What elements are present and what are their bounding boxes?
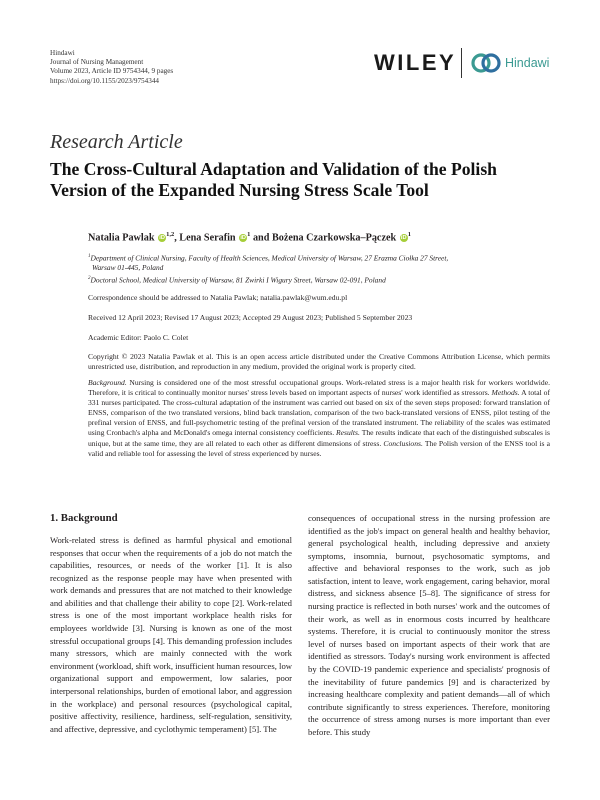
abstract-label-background: Background. (88, 378, 127, 387)
body-column-right: consequences of occupational stress in the nursing profession are identified as the job's impact on general health and healthy behavior, general psychological health, including depressive and anxiety symptoms, insomnia, burnout, psychosomatic symptoms, and affective and behavioral responses to the work, such as job satisfaction, intent to leave, work engagement, caring behavior, moral distress, and sickness absence [5–8]. The significance of stress for nursing practice is reflected in both nurses' work and the outcomes of their work, as well as in enormous costs incurred by healthcare systems. Therefore, it is crucial to continuously monitor the stress level of nurses based on important aspects of their work that are identified as stressors. Today's nursing work environment is affected by the COVID-19 pandemic experience and specialists' prognosis of the inevitability of future pandemics [9] and is characterized by increasing healthcare complexity and patient demands—all of which contribute significantly to stress experiences. Therefore, monitoring the occurrence of stress among nurses is more important than ever before. This study (308, 513, 550, 737)
affiliation-number: 1 (88, 254, 91, 259)
correspondence: Correspondence should be addressed to Natalia Pawlak; natalia.pawlak@wum.edu.pl (88, 293, 348, 302)
orcid-icon[interactable]: iD (159, 235, 165, 242)
affiliation-number: 2 (88, 276, 91, 281)
affiliation-text: Department of Clinical Nursing, Faculty of Health Sciences, Medical University of Warsaw, 27 Erazma Ciołka 27 Street, (90, 253, 449, 263)
author-name: Natalia Pawlak (88, 232, 155, 244)
affiliation-text-cont: Warsaw 01-445, Poland (92, 262, 164, 272)
abstract-methods: A total of 331 nurses participated. The cross-cultural adaptation of the instrument was carried out based on six of the seven steps proposed: forward translation of ENSS, comparison of the two translated versions, blind back translation, comparison of the two back-translated versions of ENSS, pilot testing of the prefinal version of ENSS, and full-psychometric testing of the prefinal version of the translated instrument. The reliability of the scales was estimated using Cronbach's alpha and McDonald's omega internal consistency coefficients. (88, 388, 550, 438)
publisher-name: Hindawi (50, 49, 75, 57)
journal-metadata (50, 49, 173, 86)
orcid-icon[interactable]: iD (400, 235, 407, 242)
volume-line: Volume 2023, Article ID 9754344, 9 pages (50, 67, 174, 76)
body-column-left: Work-related stress is defined as harmful physical and emotional responses that occur when the requirements of a job do not match the capabilities, resources, or needs of the worker [1]. It is also recognized as the response people may have when presented with work demands and pressures that are not matched to their knowledge and abilities and that challenge their ability to cope [2]. Work-related stress is one of the most important workplace health risks for employees worldwide [3]. Nursing is known as one of the most stressful occupational groups [4]. This demanding profession includes many stressors, which are mainly connected with the work environment (workload, shift work, insufficient human resources, low organizational support and empowerment, low salaries, poor interpersonal relationships, burden of emotional labor, and aggression in the workplace) and personal resources (psychological capital, positive affectivity, resilience, hardiness, self-regulation, sensitivity, and affective, depressive, and cyclothymic temperament) [5]. The (50, 535, 292, 734)
publication-dates: Received 12 April 2023; Revised 17 August 2023; Accepted 29 August 2023; Published 5 September 2023 (88, 313, 413, 322)
article-title: The Cross-Cultural Adaptation and Validation of the Polish Version of the Expanded Nursing Stress Scale Tool (50, 159, 497, 200)
hindawi-logo-text: Hindawi (505, 56, 550, 70)
author-conjunction: and (252, 232, 270, 244)
abstract-label-methods: Methods. (491, 388, 520, 398)
hindawi-logo-icon (470, 52, 502, 74)
abstract-label-conclusions: Conclusions. (383, 438, 423, 448)
section-heading: 1. Background (50, 512, 118, 524)
abstract-label-results: Results. (336, 428, 360, 438)
doi-link[interactable]: https://doi.org/10.1155/2023/9754344 (50, 76, 160, 85)
abstract-background: Nursing is considered one of the most stressful occupational groups. Work-related stress is a major health risk for workers worldwide. Therefore, it is critical to continually monitor nurses' stress levels based on important aspects of nurses' work identified as stressors. (88, 378, 550, 398)
academic-editor: Academic Editor: Paolo C. Colet (88, 333, 189, 342)
logo-divider (461, 48, 462, 78)
copyright-notice: Copyright © 2023 Natalia Pawlak et al. This is an open access article distributed under the Creative Commons Attribution License, which permits unrestricted use, distribution, and reproduction in any medium, provided the original work is properly cited. (88, 352, 550, 372)
author-name: Lena Serafin (179, 232, 236, 244)
author-name: Bożena Czarkowska–Pączek (271, 232, 397, 244)
wiley-logo: WILEY (374, 50, 457, 75)
abstract (88, 378, 550, 459)
journal-name: Journal of Nursing Management (50, 58, 144, 67)
article-type: Research Article (50, 131, 183, 153)
orcid-icon[interactable]: iD (240, 235, 246, 242)
affiliation-text: Doctoral School, Medical University of Warsaw, 81 Zwirki I Wigury Street, Warsaw 02-091, Poland (90, 275, 386, 285)
author-list (88, 231, 411, 243)
affiliation-1 (88, 252, 558, 272)
abstract-conclusions: The Polish version of the ENSS tool is a valid and reliable tool for assessing the level of stress experienced by nurses. (88, 438, 550, 458)
author-affiliation-mark: 1 (247, 231, 251, 238)
author-affiliation-mark: 1 (407, 231, 411, 238)
abstract-results: The results indicate that each of the distinguished subscales is unique, but at the same time, they are all related to each other as different dimensions of stress. (88, 428, 550, 448)
author-separator: , (174, 232, 177, 244)
author-affiliation-mark: 1,2 (166, 231, 175, 238)
affiliation-2 (88, 274, 558, 285)
